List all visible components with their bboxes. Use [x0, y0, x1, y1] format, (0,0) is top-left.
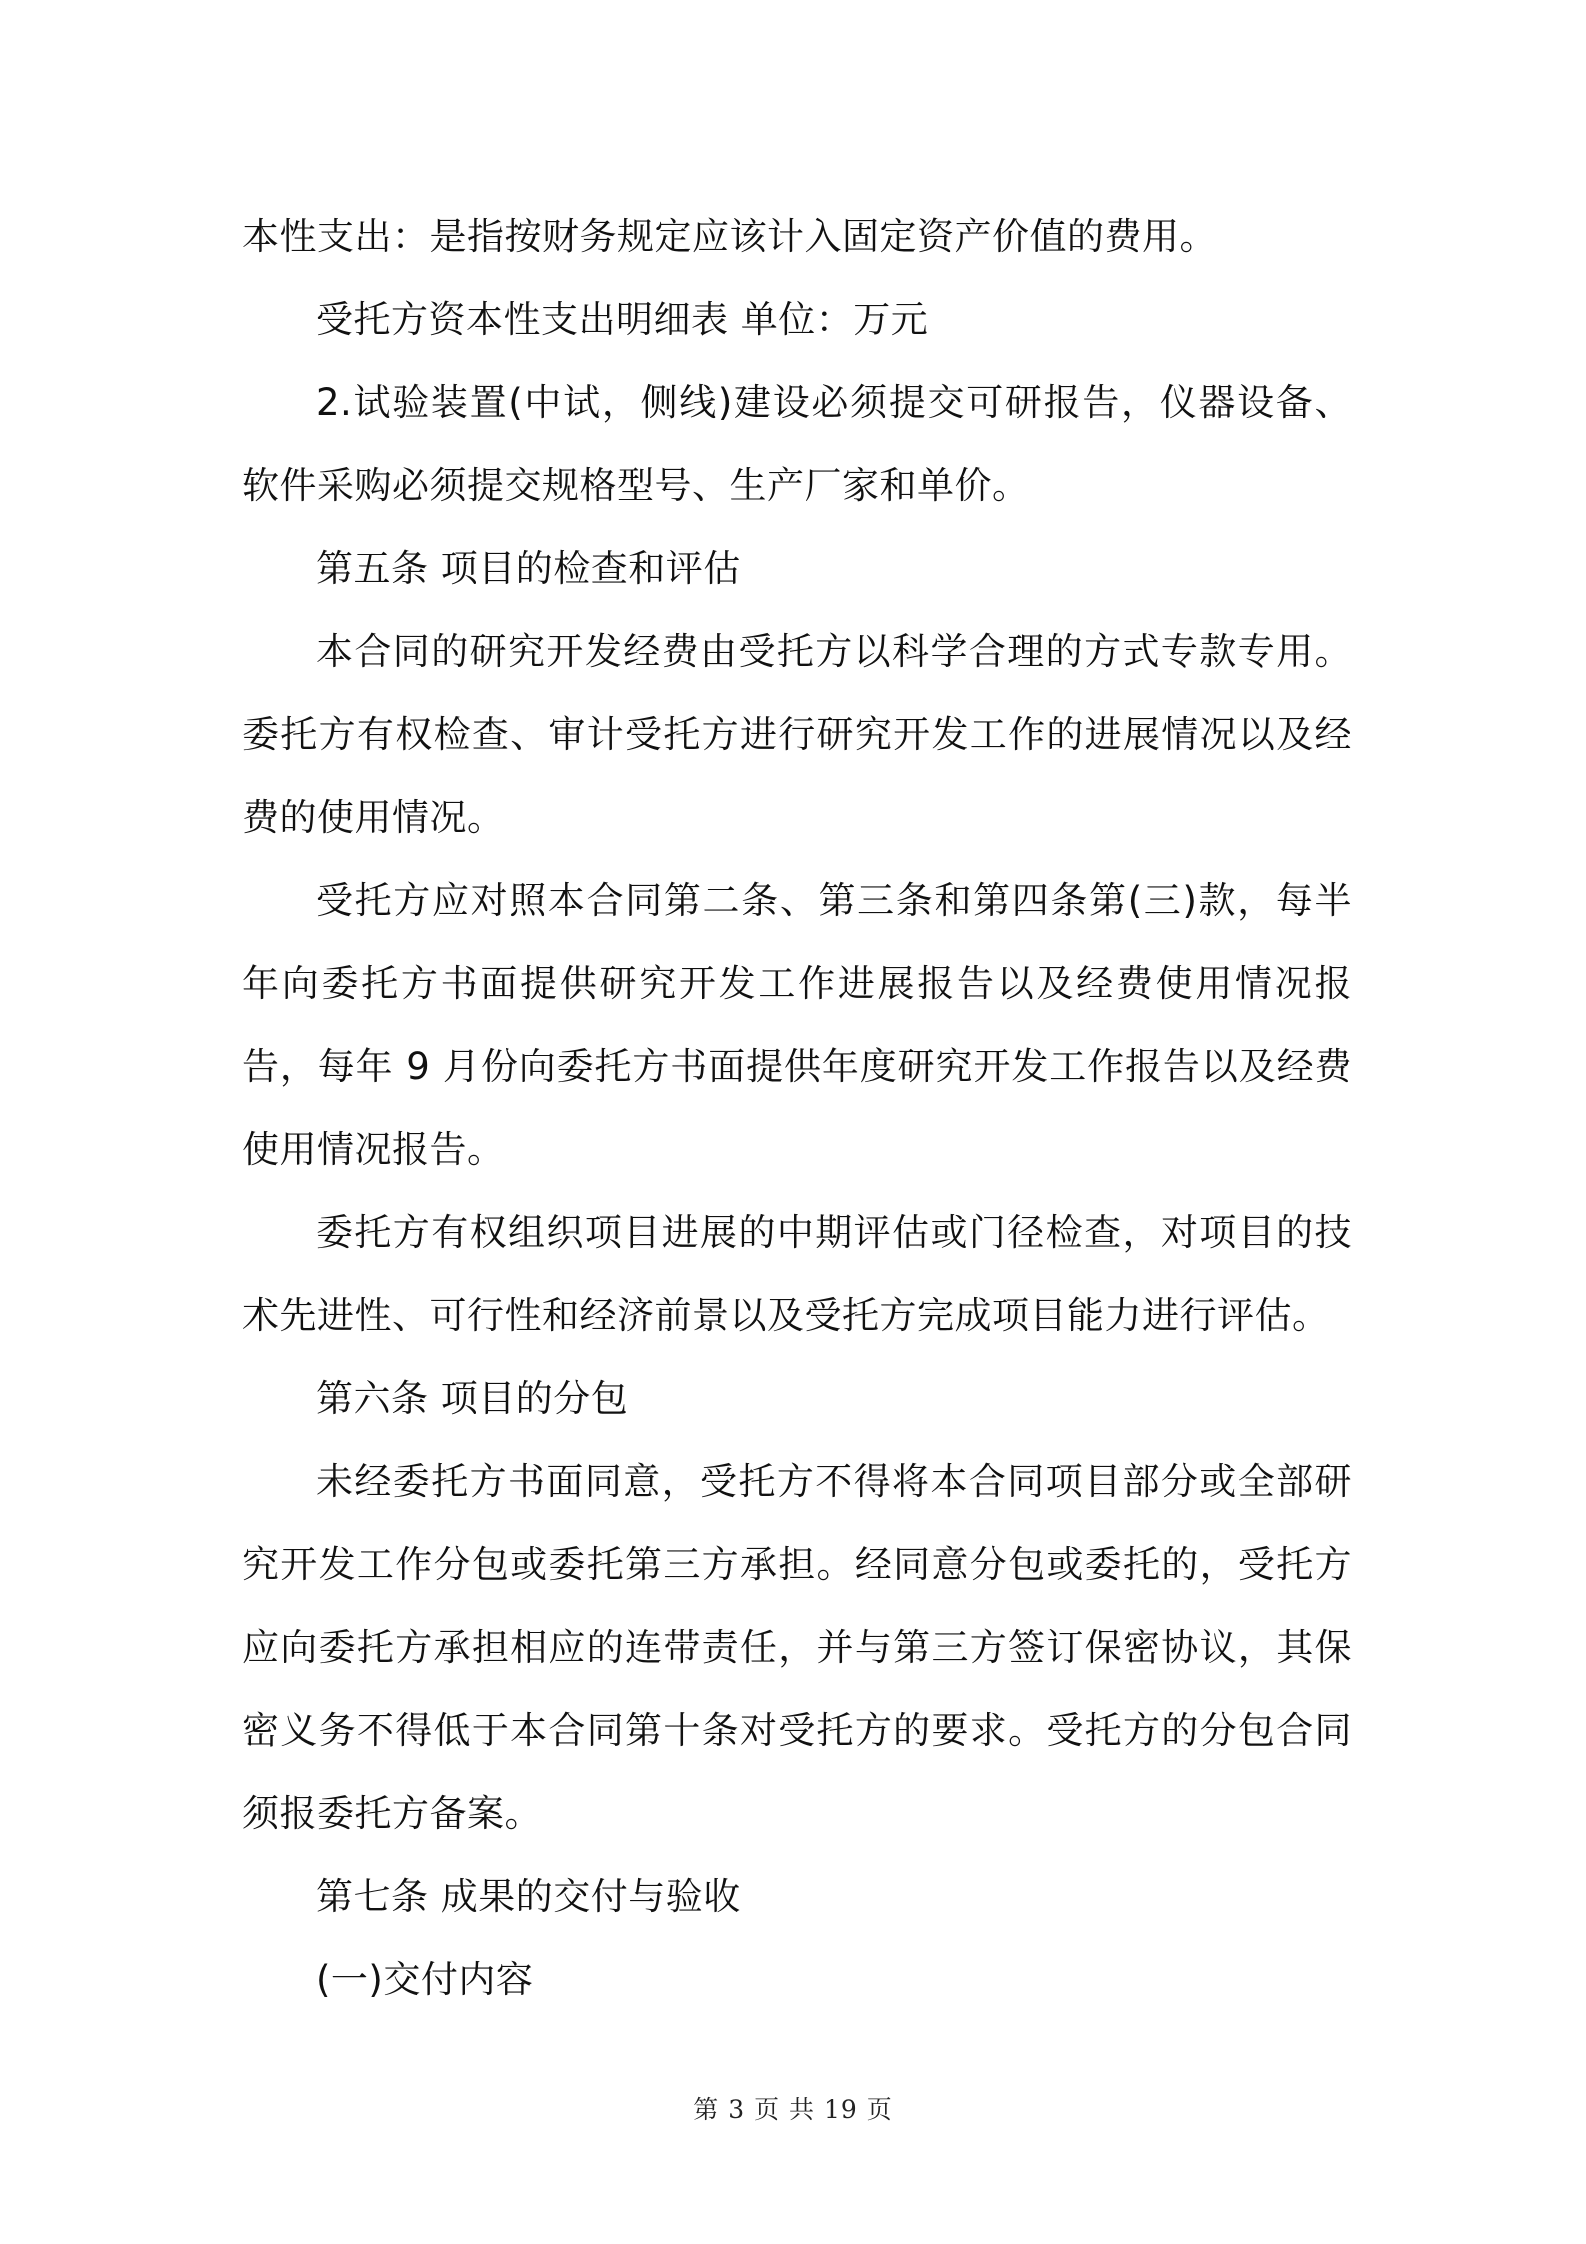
paragraph-2: 受托方资本性支出明细表 单位：万元	[316, 298, 929, 341]
page-footer: 第 3 页 共 19 页	[693, 2095, 893, 2124]
section-heading-5: 第五条 项目的检查和评估	[316, 547, 741, 590]
paragraph-9: 未经委托方书面同意，受托方不得将本合同项目部分或全部研究开发工作分包或委托第三方承担。经同意分包或委托的，受托方应向委托方承担相应的连带责任，并与第三方签订保密协议，其保密义务不得低于本合同第十条对受托方的要求。受托方的分包合同须报委托方备案。	[242, 1460, 1352, 1835]
paragraph-3: 2.试验装置(中试，侧线)建设必须提交可研报告，仪器设备、软件采购必须提交规格型号、生产厂家和单价。	[242, 381, 1352, 507]
sub-heading-delivery: (一)交付内容	[316, 1958, 534, 2001]
paragraph-7: 委托方有权组织项目进展的中期评估或门径检查，对项目的技术先进性、可行性和经济前景以及受托方完成项目能力进行评估。	[242, 1211, 1352, 1337]
paragraph-5: 本合同的研究开发经费由受托方以科学合理的方式专款专用。委托方有权检查、审计受托方进行研究开发工作的进展情况以及经费的使用情况。	[242, 630, 1352, 839]
section-heading-6: 第六条 项目的分包	[316, 1377, 629, 1420]
paragraph-6: 受托方应对照本合同第二条、第三条和第四条第(三)款，每半年向委托方书面提供研究开发工作进展报告以及经费使用情况报告，每年 9 月份向委托方书面提供年度研究开发工作报告以及经费使用情况报告。	[242, 879, 1352, 1171]
document-body	[242, 195, 1352, 2021]
section-heading-7: 第七条 成果的交付与验收	[316, 1875, 741, 1918]
paragraph-1: 本性支出：是指按财务规定应该计入固定资产价值的费用。	[242, 215, 1217, 258]
